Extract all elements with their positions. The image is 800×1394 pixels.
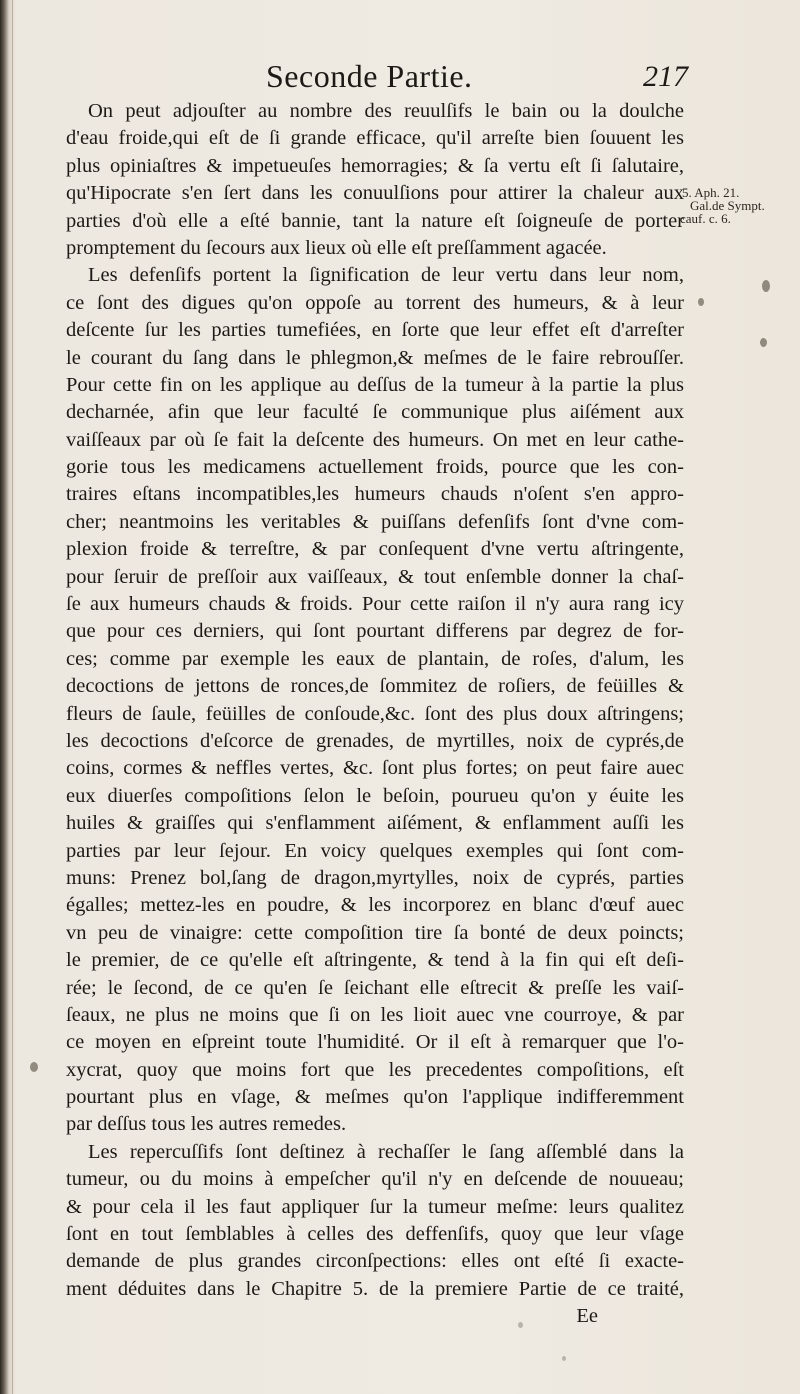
text-line: eux diuerſes compoſitions ſelon le beſoin, pourueu qu'on y éuite les bbox=[66, 784, 684, 807]
page-gutter-shadow bbox=[12, 0, 13, 1394]
text-line: parties par leur ſejour. En voicy quelques exemples qui ſont com- bbox=[66, 839, 684, 862]
text-line: ce moyen en eſpreint toute l'humidité. Or il eſt à remarquer que l'o- bbox=[66, 1031, 684, 1054]
text-line: d'eau froide,qui eſt de ſi grande efficace, qu'il arreſte bien ſouuent les bbox=[66, 127, 684, 150]
text-line: parties d'où elle a eſté bannie, tant la nature eſt ſoigneuſe de porter bbox=[66, 209, 684, 232]
text-line: cher; neantmoins les veritables & puiſſans defenſifs ſont d'vne com- bbox=[66, 510, 684, 533]
catchword: Ee bbox=[576, 1305, 598, 1328]
text-line: que pour ces derniers, qui ſont pourtant differens par degrez de for- bbox=[66, 620, 684, 643]
text-line: les decoctions d'eſcorce de grenades, de myrtilles, noix de cyprés,de bbox=[66, 729, 684, 752]
ink-blot bbox=[562, 1356, 566, 1361]
ink-blot bbox=[762, 280, 770, 292]
page-header bbox=[68, 58, 688, 102]
ink-blot bbox=[30, 1062, 38, 1072]
margin-note-line: 5. Aph. 21. bbox=[682, 185, 740, 200]
text-line: pour ſeruir de preſſoir aux vaiſſeaux, & tout enſemble donner la chaſ- bbox=[66, 565, 684, 588]
ink-blot bbox=[698, 298, 704, 306]
text-line: fleurs de ſaule, feüilles de conſoude,&c. ſont des plus doux aſtringens; bbox=[66, 702, 684, 725]
text-line: ment déduites dans le Chapitre 5. de la premiere Partie de ce traité, bbox=[66, 1277, 684, 1300]
text-line: par deſſus tous les autres remedes. bbox=[66, 1113, 347, 1136]
margin-note bbox=[678, 186, 796, 225]
text-line: égalles; mettez-les en poudre, & les incorporez en blanc d'œuf auec bbox=[66, 894, 684, 917]
text-line: ces; comme par exemple les eaux de plantain, de roſes, d'alum, les bbox=[66, 647, 684, 670]
text-line: promptement du ſecours aux lieux où elle eſt preſſamment agacée. bbox=[66, 236, 607, 259]
text-line: gorie tous les medicamens actuellement froids, pource que les con- bbox=[66, 456, 684, 479]
text-line: vn peu de vinaigre: cette compoſition tire ſa bonté de deux poincts; bbox=[66, 921, 684, 944]
text-line: tumeur, ou du moins à empeſcher qu'il n'y en deſcende de nouueau; bbox=[66, 1168, 684, 1191]
text-line: Pour cette fin on les applique au deſſus de la tumeur à la partie la plus bbox=[66, 373, 684, 396]
text-line: plexion froide & terreſtre, & par conſequent d'vne vertu aſtringente, bbox=[66, 538, 684, 561]
text-line: le courant du ſang dans le phlegmon,& meſmes de le faire rebrouſſer. bbox=[66, 346, 684, 369]
text-line: huiles & graiſſes qui s'enflamment aiſément, & enflamment auſſi les bbox=[66, 812, 684, 835]
text-line: muns: Prenez bol,ſang de dragon,myrtylles, noix de cyprés, parties bbox=[66, 866, 684, 889]
text-line: ſeaux, ne plus ne moins que ſi on les lioit auec vne courroye, & par bbox=[66, 1003, 684, 1026]
text-line: deſcente ſur les parties tumefiées, en ſorte que leur effet eſt d'arreſter bbox=[66, 319, 684, 342]
text-line: coins, cormes & neffles vertes, &c. ſont plus fortes; on peut faire auec bbox=[66, 757, 684, 780]
text-line: Les defenſifs portent la ſignification de leur vertu dans leur nom, bbox=[88, 264, 684, 287]
text-line: xycrat, quoy que moins fort que les precedentes compoſitions, eſt bbox=[66, 1058, 684, 1081]
text-line: plus opiniaſtres & impetueuſes hemorragies; & ſa vertu eſt ſi ſalutaire, bbox=[66, 154, 684, 177]
body-text bbox=[66, 98, 684, 1331]
page-number: 217 bbox=[643, 60, 688, 93]
text-line: qu'Hipocrate s'en ſert dans les conuulſions pour attirer la chaleur aux bbox=[66, 182, 684, 205]
text-line: rée; le ſecond, de ce qu'en ſe ſeichant elle eſtrecit & preſſe les vaiſ- bbox=[66, 976, 684, 999]
text-line: vaiſſeaux par où ſe fait la deſcente des humeurs. On met en leur cathe- bbox=[66, 428, 684, 451]
text-line: Les repercuſſifs ſont deſtinez à rechaſſer le ſang aſſemblé dans la bbox=[88, 1140, 684, 1163]
text-line: decoctions de jettons de ronces,de ſommitez de roſiers, de feüilles & bbox=[66, 675, 684, 698]
text-line: demande de plus grandes circonſpections: elles ont eſté ſi exacte- bbox=[66, 1250, 684, 1273]
margin-note-line: Gal.de Sympt. bbox=[690, 198, 765, 213]
text-line: le premier, de ce qu'elle eſt aſtringente, & tend à la fin qui eſt deſi- bbox=[66, 949, 684, 972]
text-line: On peut adjouſter au nombre des reuulſifs le bain ou la doulche bbox=[88, 100, 684, 122]
text-line: decharnée, afin que leur faculté ſe communique plus aiſément aux bbox=[66, 401, 684, 424]
margin-note-line: cauf. c. 6. bbox=[680, 211, 731, 226]
text-line: traires eſtans incompatibles,les humeurs chauds n'oſent s'en appro- bbox=[66, 483, 684, 506]
running-head: Seconde Partie. bbox=[266, 58, 473, 94]
text-line: & pour cela il les faut appliquer ſur la tumeur meſme: leurs qualitez bbox=[66, 1195, 684, 1218]
text-line: ce ſont des digues qu'on oppoſe au torrent des humeurs, & à leur bbox=[66, 291, 684, 314]
text-line: ſe aux humeurs chauds & froids. Pour cette raiſon il n'y aura rang icy bbox=[66, 593, 684, 616]
text-line: ſont en tout ſemblables à celles des deffenſifs, quoy que leur vſage bbox=[66, 1223, 684, 1246]
text-line: pourtant plus en vſage, & meſmes qu'on l'applique indifferemment bbox=[66, 1086, 684, 1109]
ink-blot bbox=[760, 338, 767, 347]
ink-blot bbox=[518, 1322, 523, 1328]
